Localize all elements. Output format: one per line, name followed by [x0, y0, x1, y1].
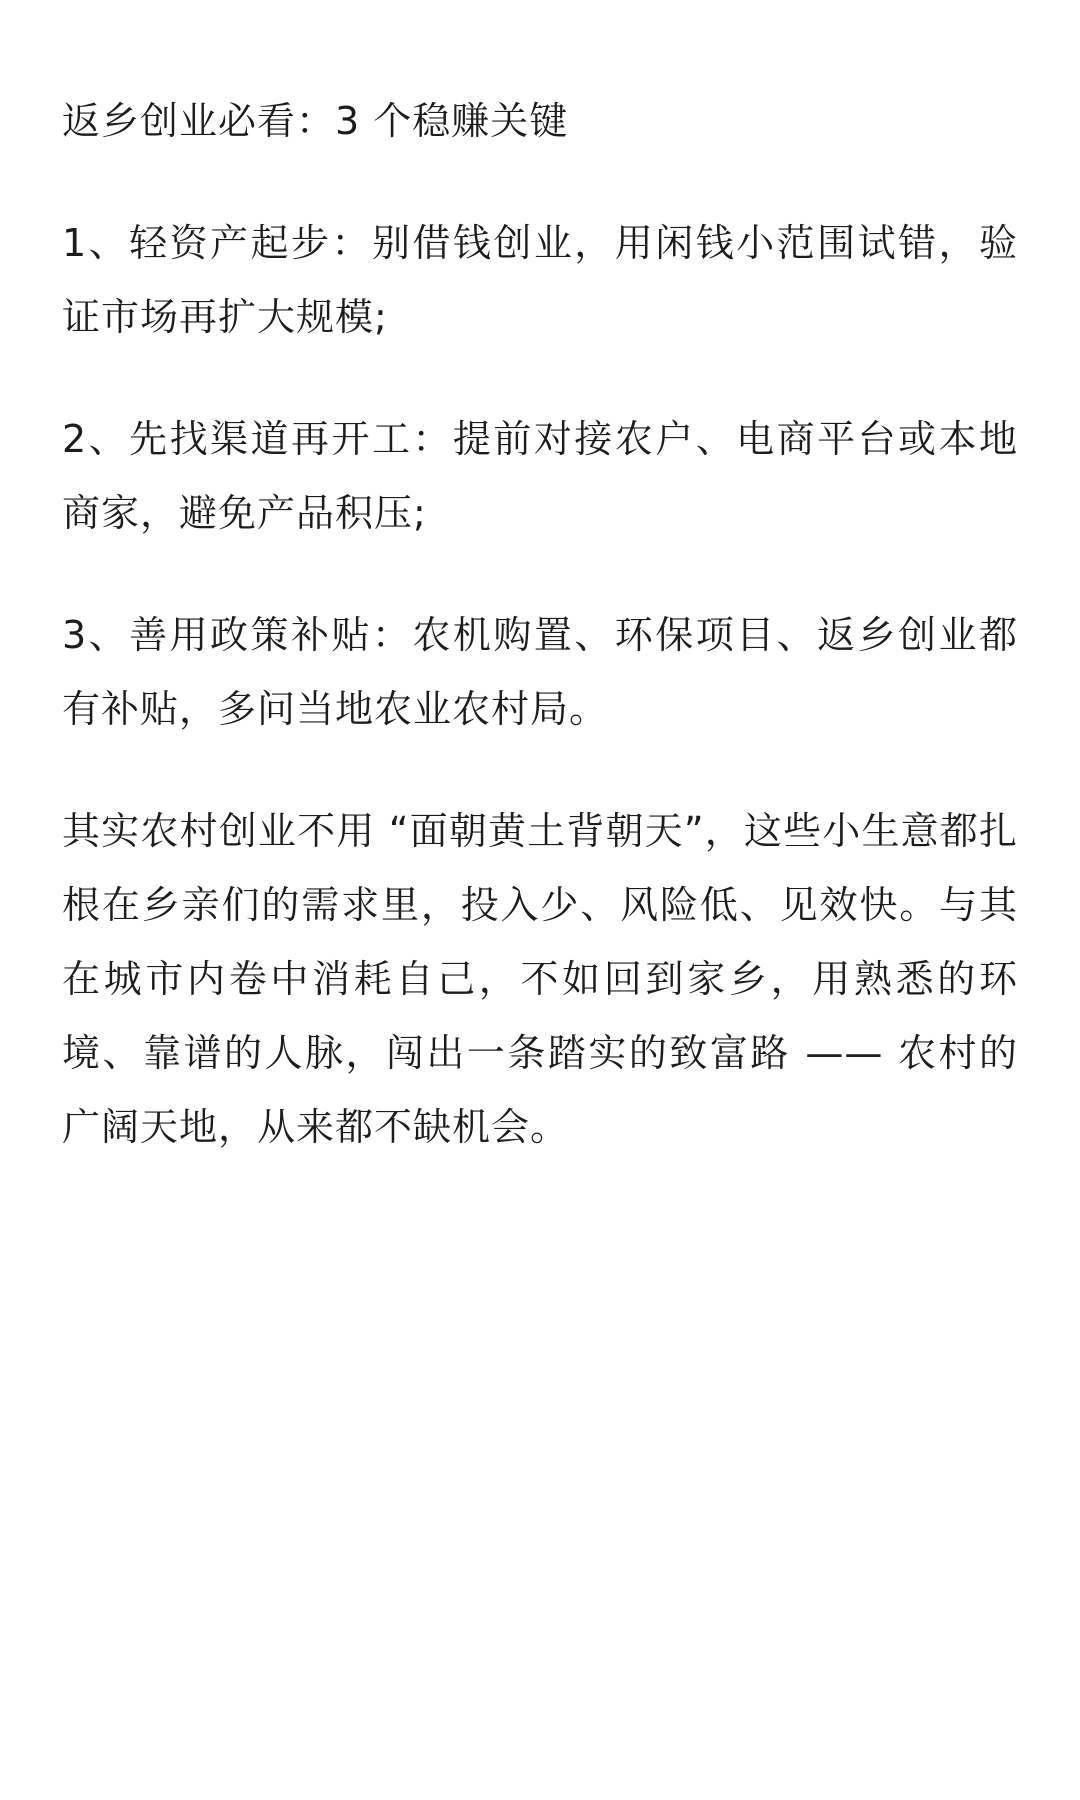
- conclusion-paragraph: 其实农村创业不用 “面朝黄土背朝天”，这些小生意都扎根在乡亲们的需求里，投入少、风险低、见效快。与其在城市内卷中消耗自己，不如回到家乡，用熟悉的环境、靠谱的人脉，闯出一条踏实的致富路 —— 农村的广阔天地，从来都不缺机会。: [62, 809, 1018, 1149]
- article-heading: 返乡创业必看：3 个稳赚关键: [62, 99, 569, 143]
- article-body: [62, 84, 1018, 1164]
- tip-paragraph-3: 3、善用政策补贴：农机购置、环保项目、返乡创业都有补贴，多问当地农业农村局。: [62, 613, 1018, 731]
- tip-paragraph-2: 2、先找渠道再开工：提前对接农户、电商平台或本地商家，避免产品积压;: [62, 417, 1018, 535]
- tip-paragraph-1: 1、轻资产起步：别借钱创业，用闲钱小范围试错，验证市场再扩大规模;: [62, 221, 1018, 339]
